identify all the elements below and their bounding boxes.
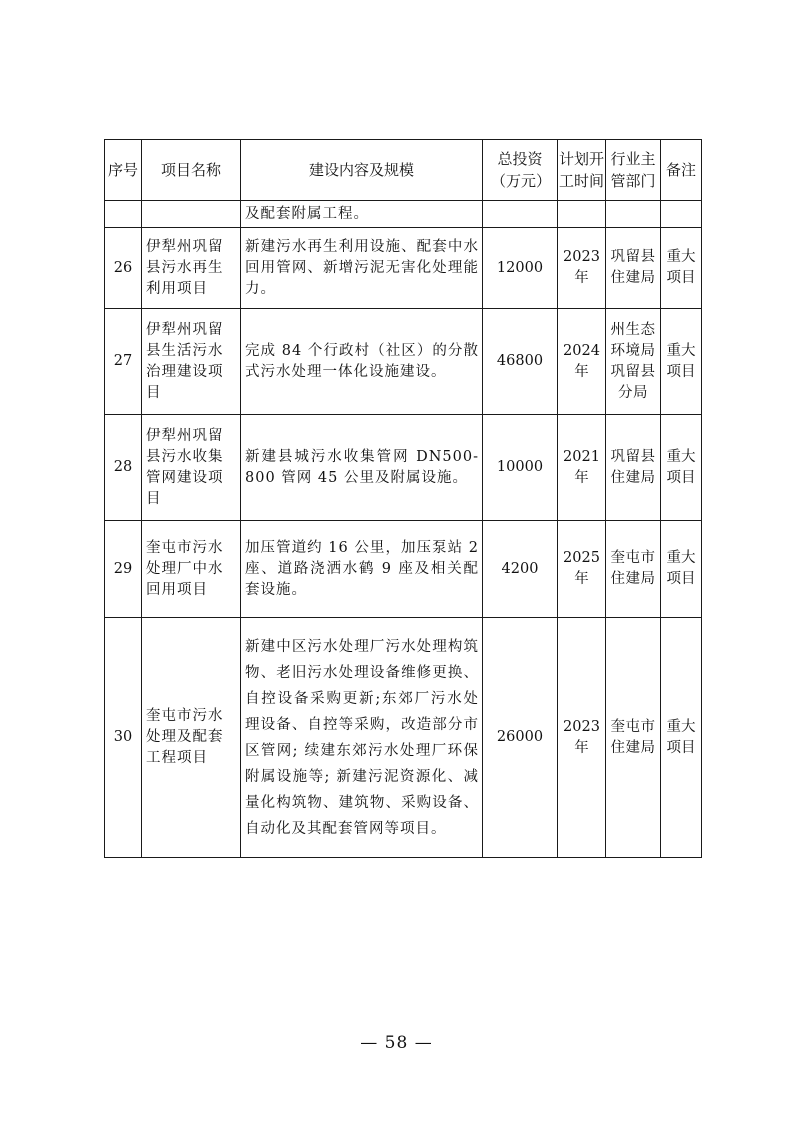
cell-content: 完成 84 个行政村（社区）的分散式污水处理一体化设施建设。 [241,309,483,415]
cell-dept: 州生态环境局巩留县分局 [606,309,661,415]
table-row [105,415,702,521]
table-row [105,309,702,415]
cell-content: 新建污水再生利用设施、配套中水回用管网、新增污泥无害化处理能力。 [241,228,483,309]
cell-no: 26 [105,228,142,309]
cell-note: 重大项目 [661,415,702,521]
cell-investment: 10000 [483,415,558,521]
table-row [105,618,702,858]
year-unit: 年 [574,363,589,380]
cell-investment [483,201,558,228]
year-value: 2023 [563,718,600,735]
table-row-continuation [105,201,702,228]
year-value: 2024 [563,342,600,359]
cell-investment: 12000 [483,228,558,309]
header-dept: 行业主管部门 [606,140,661,201]
table-row [105,521,702,618]
year-unit: 年 [574,270,589,286]
cell-note [661,201,702,228]
cell-name: 伊犁州巩留县污水收集管网建设项目 [142,415,241,521]
cell-content: 加压管道约 16 公里，加压泵站 2 座、道路浇洒水鹤 9 座及相关配套设施。 [241,521,483,618]
header-row [105,140,702,201]
cell-start-year [558,618,606,858]
header-content: 建设内容及规模 [241,140,483,201]
page-number: — 58 — [360,1033,433,1053]
header-no: 序号 [105,140,142,201]
cell-name: 伊犁州巩留县污水再生利用项目 [142,228,241,309]
cell-no [105,201,142,228]
year-value: 2025 [563,550,600,566]
cell-start-year [558,201,606,228]
project-table [104,139,702,858]
cell-note: 重大项目 [661,618,702,858]
cell-content: 新建中区污水处理厂污水处理构筑物、老旧污水处理设备维修更换、自控设备采购更新;东郊厂污水处理设备、自控等采购，改造部分市区管网; 续建东郊污水处理厂环保附属设施等; 新建污泥资源化、减量化构筑物、建筑物、采购设备、自动化及其配套管网等项目。 [241,618,483,858]
cell-investment: 46800 [483,309,558,415]
cell-note: 重大项目 [661,309,702,415]
cell-content: 新建县城污水收集管网 DN500-800 管网 45 公里及附属设施。 [241,415,483,521]
year-unit: 年 [574,571,589,587]
header-name: 项目名称 [142,140,241,201]
cell-start-year [558,521,606,618]
cell-no: 30 [105,618,142,858]
cell-start-year [558,309,606,415]
cell-dept: 奎屯市住建局 [606,521,661,618]
cell-dept [606,201,661,228]
cell-no: 28 [105,415,142,521]
cell-investment: 26000 [483,618,558,858]
year-unit: 年 [574,469,589,486]
cell-investment: 4200 [483,521,558,618]
year-value: 2021 [563,448,600,465]
table-row [105,228,702,309]
cell-name: 奎屯市污水处理及配套工程项目 [142,618,241,858]
year-unit: 年 [574,739,589,756]
cell-content: 及配套附属工程。 [241,201,483,228]
header-note: 备注 [661,140,702,201]
cell-dept: 巩留县住建局 [606,228,661,309]
cell-start-year [558,415,606,521]
header-start-time: 计划开工时间 [558,140,606,201]
cell-start-year [558,228,606,309]
cell-no: 29 [105,521,142,618]
cell-note: 重大项目 [661,521,702,618]
cell-dept: 奎屯市住建局 [606,618,661,858]
cell-name: 奎屯市污水处理厂中水回用项目 [142,521,241,618]
cell-name: 伊犁州巩留县生活污水治理建设项目 [142,309,241,415]
cell-note: 重大项目 [661,228,702,309]
cell-name [142,201,241,228]
year-value: 2023 [563,249,600,265]
cell-dept: 巩留县住建局 [606,415,661,521]
cell-no: 27 [105,309,142,415]
header-investment: 总投资（万元） [483,140,558,201]
